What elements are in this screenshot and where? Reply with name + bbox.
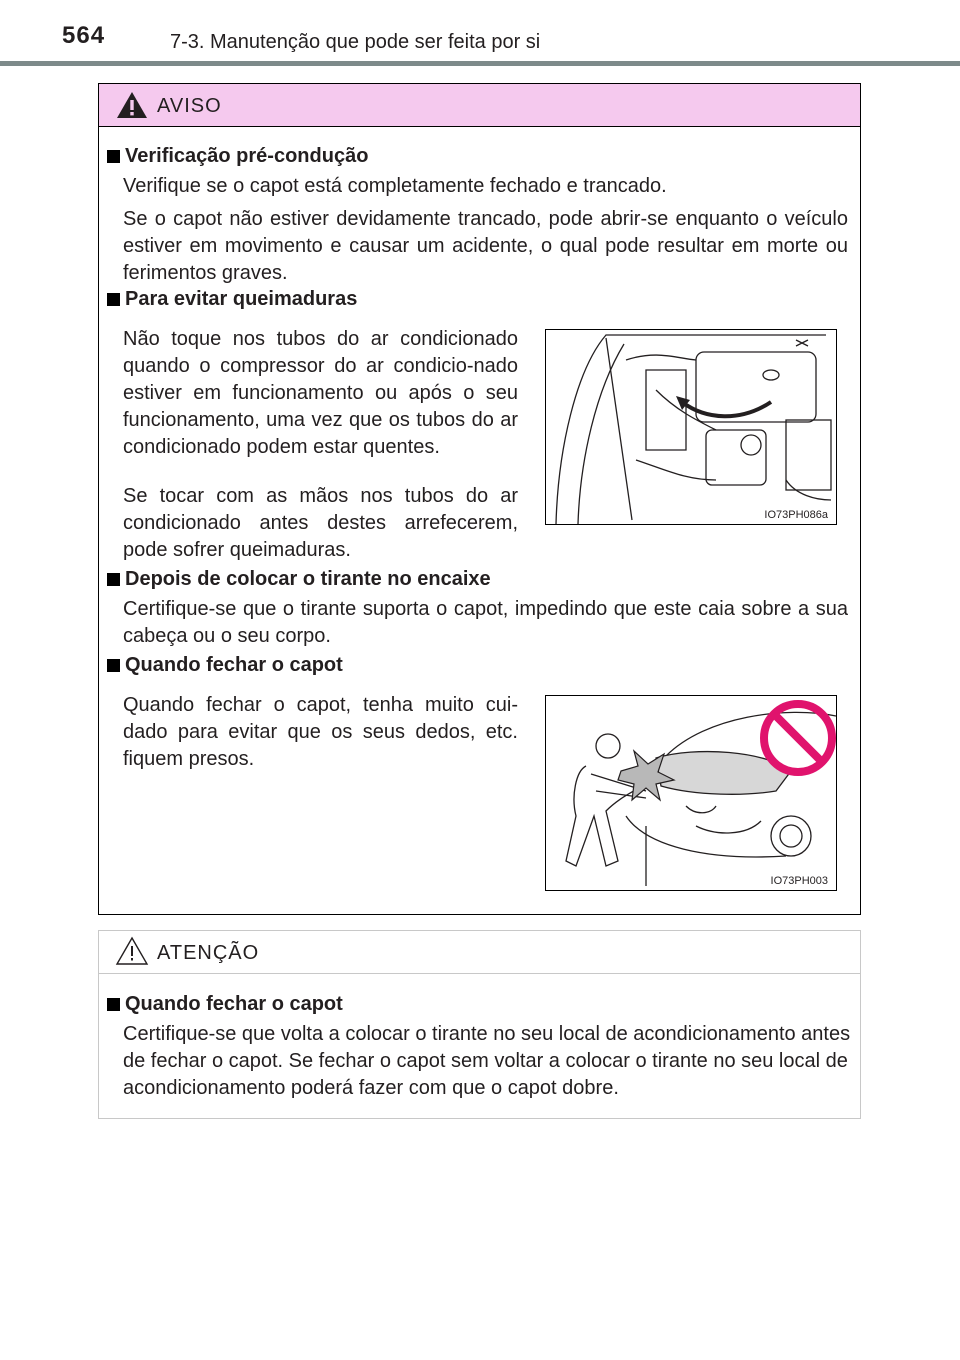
section-title: 7-3. Manutenção que pode ser feita por si xyxy=(170,31,541,53)
page-header xyxy=(0,0,960,60)
atencao-header xyxy=(99,931,860,974)
warning-triangle-icon xyxy=(115,90,149,120)
aviso-header xyxy=(99,84,860,127)
atencao-caution-box xyxy=(98,930,861,1119)
paragraph: Verifique se o capot está completamente fechado e trancado. xyxy=(123,175,667,197)
caution-triangle-icon xyxy=(115,936,149,966)
engine-bay-illustration xyxy=(545,329,837,525)
closing-hood-illustration xyxy=(545,695,837,891)
paragraph: Certifique-se que volta a colocar o tirante no seu local de acondicionamento antes de fechar o capot. Se fechar o capot sem voltar a colocar o tirante no seu local de acondicionamento poderá fazer com que o capot dobre. xyxy=(123,1023,851,1099)
figure-code: IO73PH003 xyxy=(770,875,828,887)
subheading-pre-drive-check: Verificação pré-condução xyxy=(125,145,369,167)
closing-hood-drawing xyxy=(546,696,836,890)
paragraph: Quando fechar o capot, tenha muito cui-dado para evitar que os seus dedos, etc. fiquem presos. xyxy=(123,694,518,770)
aviso-warning-box xyxy=(98,83,861,915)
page-number: 564 xyxy=(62,22,106,49)
engine-bay-drawing xyxy=(546,330,836,524)
aviso-title: AVISO xyxy=(157,95,222,117)
paragraph: Se o capot não estiver devidamente trancado, pode abrir-se enquanto o veículo estiver em movimento e causar um acidente, o qual pode resultar em morte ou ferimentos graves. xyxy=(123,208,848,284)
bullet-square xyxy=(107,573,120,586)
bullet-square xyxy=(107,659,120,672)
figure-code: IO73PH086a xyxy=(764,509,828,521)
atencao-title: ATENÇÃO xyxy=(157,942,260,964)
header-rule xyxy=(0,61,960,66)
paragraph: Certifique-se que o tirante suporta o capot, impedindo que este caia sobre a sua cabeça ou o seu corpo. xyxy=(123,598,848,647)
bullet-square xyxy=(107,150,120,163)
paragraph: Não toque nos tubos do ar condicionado quando o compressor do ar condicio-nado estiver em funcionamento ou após o seu funcionamento, uma vez que os tubos do ar condicionado podem estar quentes. xyxy=(123,328,518,458)
bullet-square xyxy=(107,998,120,1011)
subheading-closing-hood: Quando fechar o capot xyxy=(125,654,343,676)
bullet-square xyxy=(107,293,120,306)
paragraph: Se tocar com as mãos nos tubos do ar condicionado antes destes arrefecerem, pode sofrer queimaduras. xyxy=(123,485,518,561)
subheading-after-prop-rod: Depois de colocar o tirante no encaixe xyxy=(125,568,491,590)
subheading-avoid-burns: Para evitar queimaduras xyxy=(125,288,358,310)
subheading-closing-hood: Quando fechar o capot xyxy=(125,993,343,1015)
